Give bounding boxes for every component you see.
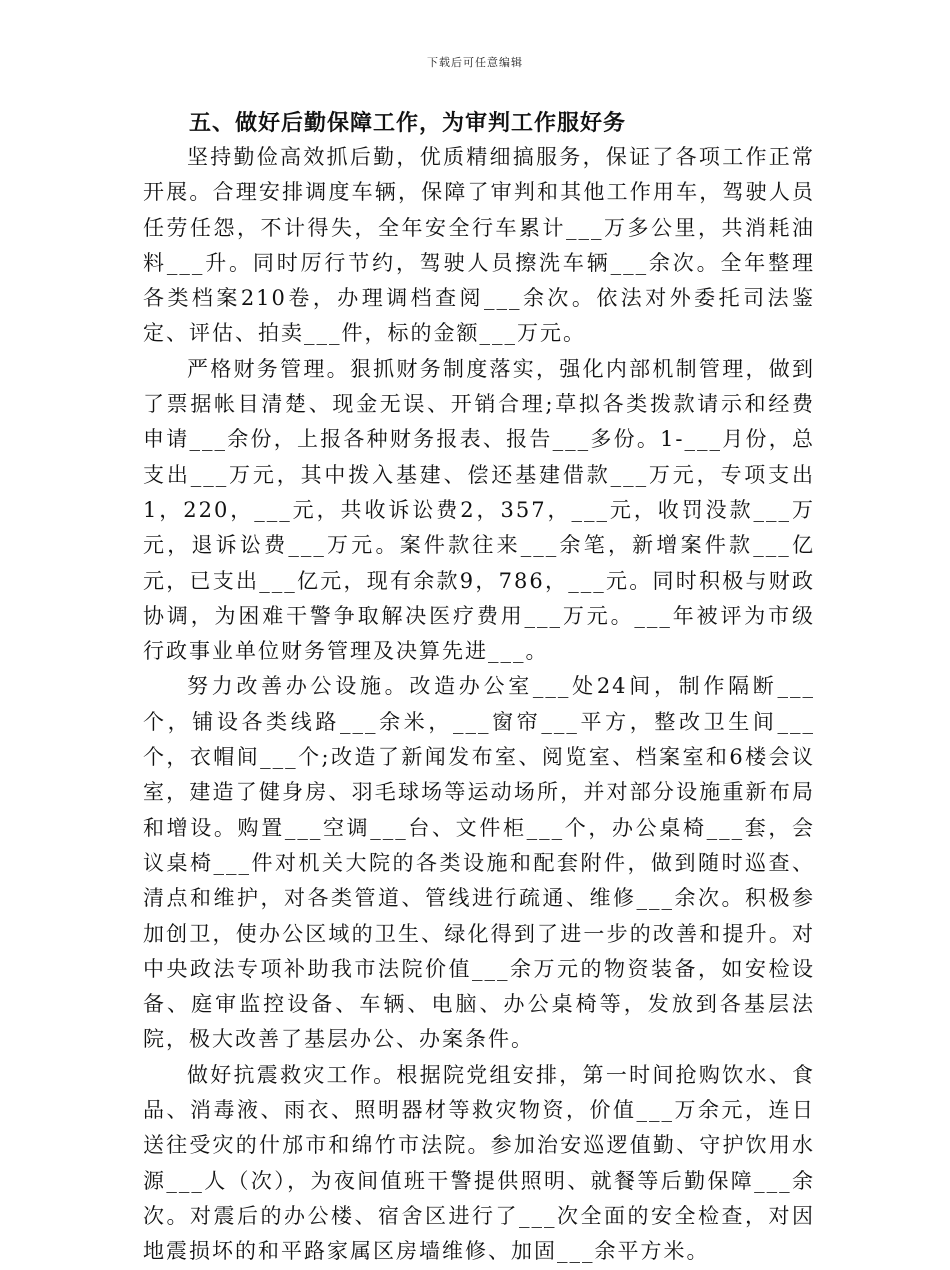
paragraph-finance: 严格财务管理。狠抓财务制度落实，强化内部机制管理，做到了票据帐目清楚、现金无误、开销合理;草拟各类拨款请示和经费申请___余份，上报各种财务报表、报告___多份。1-___月份，总支出___万元，其中拨入基建、偿还基建借款___万元，专项支出1，220，___元，共收诉讼费2，357，___元，收罚没款___万元，退诉讼费___万元。案件款往来___余笔，新增案件款___亿元，已支出___亿元，现有余款9，786，___元。同时积极与财政协调，为困难干警争取解决医疗费用___万元。___年被评为市级行政事业单位财务管理及决算先进___。 — [143, 356, 815, 664]
paragraph-office-facilities: 努力改善办公设施。改造办公室___处24间，制作隔断___个，铺设各类线路___余米，___窗帘___平方，整改卫生间___个，衣帽间___个;改造了新闻发布室、阅览室、档案室和6楼会议室，建造了健身房、羽毛球场等运动场所，并对部分设施重新布局和增设。购置___空调___台、文件柜___个，办公桌椅___套，会议桌椅___件对机关大院的各类设施和配套附件，做到随时巡查、清点和维护，对各类管道、管线进行疏通、维修___余次。积极参加创卫，使办公区域的卫生、绿化得到了进一步的改善和提升。对中央政法专项补助我市法院价值___余万元的物资装备，如安检设备、庭审监控设备、车辆、电脑、办公桌椅等，发放到各基层法院，极大改善了基层办公、办案条件。 — [143, 674, 815, 1052]
header-note: 下载后可任意编辑 — [427, 56, 523, 69]
document-body — [143, 106, 815, 1270]
section-heading: 五、做好后勤保障工作，为审判工作服好务 — [189, 110, 627, 136]
paragraph-logistics: 坚持勤俭高效抓后勤，优质精细搞服务，保证了各项工作正常开展。合理安排调度车辆，保障了审判和其他工作用车，驾驶人员任劳任怨，不计得失，全年安全行车累计___万多公里，共消耗油料___升。同时厉行节约，驾驶人员擦洗车辆___余次。全年整理各类档案210卷，办理调档查阅___余次。依法对外委托司法鉴定、评估、拍卖___件，标的金额___万元。 — [143, 145, 815, 346]
paragraph-earthquake-relief: 做好抗震救灾工作。根据院党组安排，第一时间抢购饮水、食品、消毒液、雨衣、照明器材等救灾物资，价值___万余元，连日送往受灾的什邡市和绵竹市法院。参加治安巡逻值勤、守护饮用水源___人（次），为夜间值班干警提供照明、就餐等后勤保障___余次。对震后的办公楼、宿舍区进行了___次全面的安全检查，对因地震损坏的和平路家属区房墙维修、加固___余平方米。 — [143, 1062, 815, 1264]
